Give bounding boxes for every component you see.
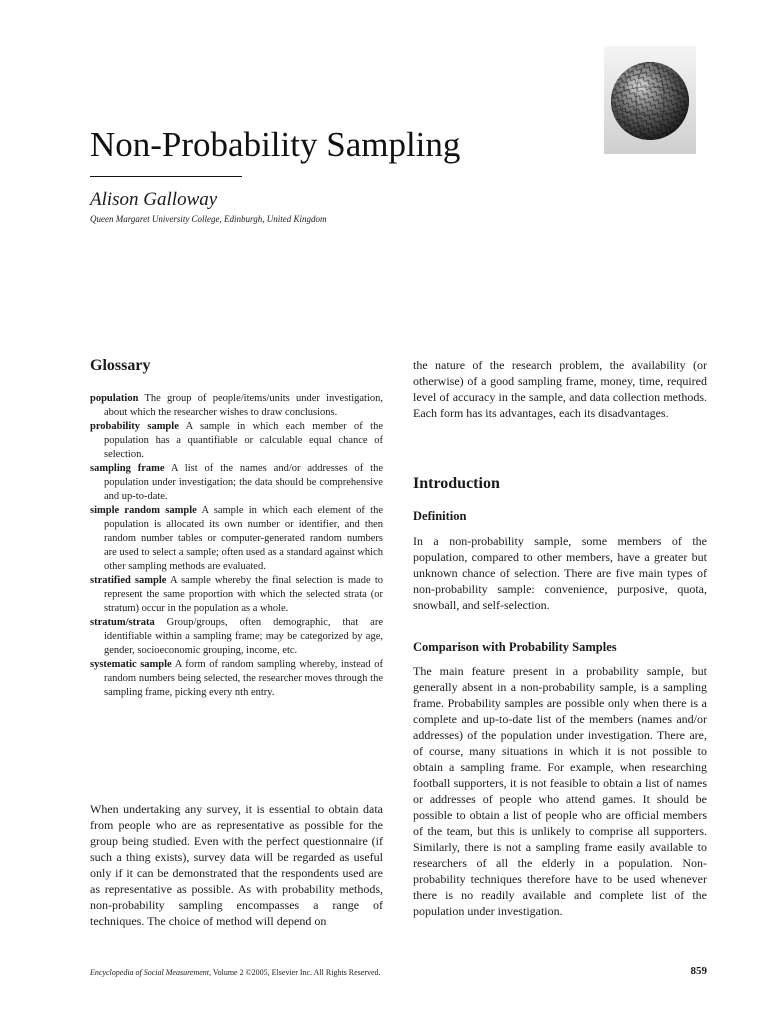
definition-heading: Definition	[413, 509, 467, 523]
glossary-term: probability sample	[90, 421, 179, 432]
publication-name: Encyclopedia of Social Measurement,	[90, 968, 211, 977]
glossary-entry	[90, 616, 383, 658]
glossary-entry	[90, 392, 383, 420]
glossary-term: sampling frame	[90, 463, 165, 474]
glossary-entry	[90, 658, 383, 700]
introduction-heading: Introduction	[413, 475, 500, 492]
glossary-term: simple random sample	[90, 505, 197, 516]
glossary-term: stratum/strata	[90, 617, 155, 628]
glossary-definition: A sample in which each element of the population is allocated its own number or identifier, and then random number tables or computer-generated random numbers are used to select a sample; often used as a standard against which other sampling methods are evaluated.	[104, 505, 383, 572]
glossary-definition: Group/groups, often demographic, that are identifiable within a sampling frame; may be categorized by age, gender, socioeconomic grouping, income, etc.	[104, 617, 383, 656]
glossary-definition: A sample in which each member of the population has a quantifiable or calculable equal chance of selection.	[104, 421, 383, 460]
glossary-entry	[90, 574, 383, 616]
glossary-entry	[90, 462, 383, 504]
glossary-definition: A form of random sampling whereby, instead of random numbers being selected, the researcher moves through the sampling frame, picking every nth entry.	[104, 659, 383, 698]
glossary-definition: A sample whereby the final selection is made to represent the same proportion with which the selected strata (or stratum) occur in the population as a whole.	[104, 575, 383, 614]
glossary-list	[90, 392, 383, 700]
glossary-definition: A list of the names and/or addresses of the population under investigation; the data should be comprehensive and up-to-date.	[104, 463, 384, 502]
encyclopedia-globe-icon	[604, 46, 696, 154]
glossary-entry	[90, 504, 383, 574]
glossary-entry	[90, 420, 383, 462]
intro-paragraph-start: When undertaking any survey, it is essential to obtain data from people who are as representative as possible for the group being studied. Even with the perfect questionnaire (if such a thing exists), survey data will be regarded as useful only if it can be demonstrated that the respondents used are as representative as possible. As with probability methods, non-probability sampling encompasses a range of techniques. The choice of method will depend on	[90, 802, 383, 928]
glossary-term: stratified sample	[90, 575, 167, 586]
glossary-term: systematic sample	[90, 659, 172, 670]
glossary-heading: Glossary	[90, 357, 151, 374]
author-affiliation: Queen Margaret University College, Edinburgh, United Kingdom	[90, 214, 327, 224]
comparison-heading: Comparison with Probability Samples	[413, 640, 617, 654]
definition-paragraph: In a non-probability sample, some members of the population, compared to other members, have a greater but unknown chance of selection. There are five main types of non-probability sample: convenience, purposive, quota, snowball, and self-selection.	[413, 534, 707, 612]
title-divider	[90, 176, 242, 177]
footer-citation	[90, 968, 381, 977]
article-title: Non-Probability Sampling	[90, 125, 461, 164]
copyright-notice: Volume 2 ©2005, Elsevier Inc. All Rights Reserved.	[211, 968, 381, 977]
intro-paragraph-continued: the nature of the research problem, the availability (or otherwise) of a good sampling frame, money, time, required level of accuracy in the sample, and data collection methods. Each form has its advantages, each its disadvantages.	[413, 358, 707, 420]
comparison-paragraph: The main feature present in a probability sample, but generally absent in a non-probability sample, is a sampling frame. Probability samples are possible only when there is a complete and up-to-date list of the members (names and/or addresses) of the population under investigation. There are, of course, many situations in which it is not possible to obtain a sampling frame. For example, when researching football supporters, it is not feasible to obtain a list of names or addresses of people who attend games. It should be possible to obtain a list of people who are official members of the team, but this is unlikely to comprise all supporters. Similarly, there is not a sampling frame easily available to researchers of all the elderly in a population. Non-probability techniques therefore have to be used whenever there is no readily available and complete list of the population under investigation.	[413, 664, 707, 918]
glossary-term: population	[90, 393, 139, 404]
glossary-definition: The group of people/items/units under investigation, about which the researcher wishes to draw conclusions.	[104, 393, 383, 418]
author-name: Alison Galloway	[90, 189, 218, 210]
page-number: 859	[690, 965, 707, 977]
